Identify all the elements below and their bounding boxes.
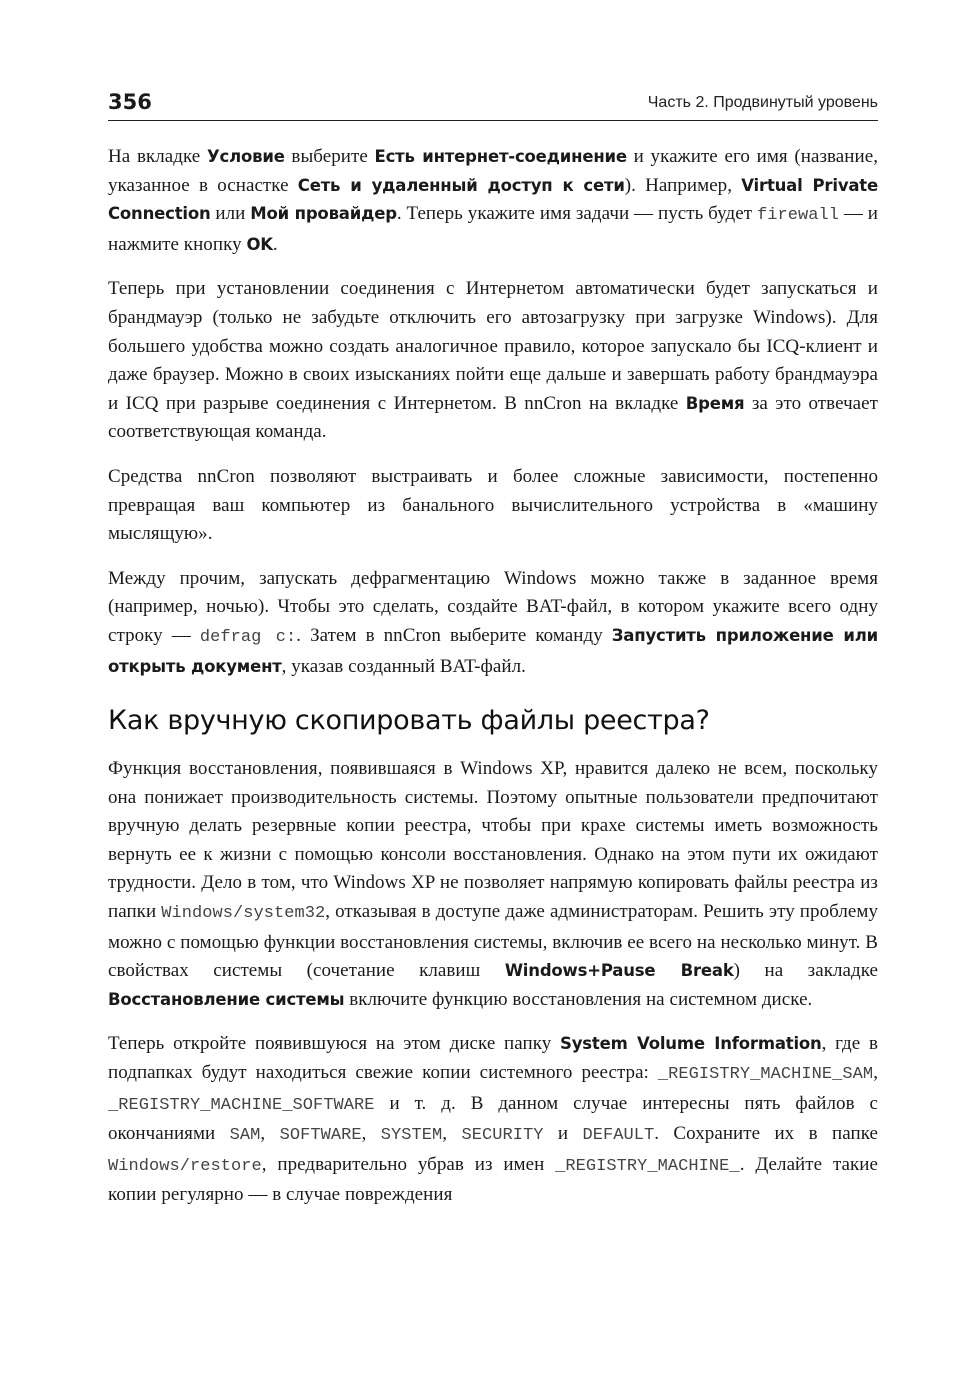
text: и <box>543 1123 583 1145</box>
text: за это отвечает соответствующая команда. <box>108 392 878 443</box>
code-term: Windows/system32 <box>161 904 326 924</box>
paragraph-4 <box>108 565 878 681</box>
ui-term: Восстановление системы <box>108 989 345 1009</box>
code-term: _REGISTRY_MACHINE_SAM <box>657 1065 874 1085</box>
code-term: Windows/restore <box>108 1156 262 1176</box>
ui-term: Мой провайдер <box>250 204 397 224</box>
code-term: _REGISTRY_MACHINE_SOFTWARE <box>108 1095 375 1115</box>
text: , <box>361 1123 381 1145</box>
text: . Теперь укажите имя задачи — пусть будет <box>396 203 757 225</box>
code-term: defrag c: <box>199 627 297 647</box>
text: или <box>210 203 251 225</box>
text: выберите <box>284 146 375 167</box>
text: Теперь откройте появившуюся на этом диске папку <box>108 1033 561 1055</box>
text: Теперь при установлении соединения с Интернетом автоматически будет запускаться и брандмауэр (только не забудьте отключить его автозагрузку при загрузке Windows). Для большего удобства можно создать аналогичное правило, которое запускало бы ICQ-клиент и даже браузер. Можно в своих изысканиях пойти еще дальше и завершать работу брандмауэра и ICQ при разрыве соединения с Интернетом. В nnCron на вкладке <box>108 278 878 414</box>
ui-term: OK <box>246 234 273 254</box>
ui-term: Сеть и удаленный доступ к сети <box>297 175 625 195</box>
paragraph-2 <box>108 275 878 447</box>
ui-term: Windows+Pause Break <box>504 961 734 981</box>
text: . Сохраните их в папке <box>654 1123 878 1145</box>
text: ) на закладке <box>733 960 878 982</box>
text: , отказывая в доступе даже администраторам. Решить эту проблему можно с помощью функции восстановления системы, включив ее всего на несколько минут. В свойствах системы (сочетание клавиш <box>108 901 879 982</box>
text: , <box>442 1123 462 1145</box>
text: На вкладке <box>108 146 207 167</box>
running-head: Часть 2. Продвинутый уровень <box>647 94 878 111</box>
page-number: 356 <box>108 90 152 114</box>
code-term: _REGISTRY_MACHINE_ <box>555 1156 740 1176</box>
code-term: SAM <box>229 1126 261 1146</box>
text: ). Например, <box>624 174 742 196</box>
paragraph-5 <box>108 755 878 1014</box>
page-body <box>108 143 878 1226</box>
text: Между прочим, запускать дефрагментацию Windows можно также в заданное время (например, ночью). Чтобы это сделать, создайте BAT-файл, в котором укажите всего одну строку — <box>108 567 878 646</box>
text: — и нажмите кнопку <box>108 203 878 255</box>
section-heading: Как вручную скопировать файлы реестра? <box>108 705 710 737</box>
ui-term: Время <box>685 393 745 413</box>
text: включите функцию восстановления на системном диске. <box>344 988 813 1010</box>
text: , указав созданный BAT-файл. <box>281 655 526 677</box>
code-term: SOFTWARE <box>279 1126 362 1146</box>
text: и т. д. В данном случае интересны пять файлов с окончаниями <box>108 1092 878 1145</box>
code-term: DEFAULT <box>582 1126 655 1146</box>
ui-term: Virtual Private Connection <box>108 175 878 224</box>
paragraph-1 <box>108 143 878 259</box>
text: , <box>260 1123 280 1145</box>
ui-term: Условие <box>207 147 285 166</box>
paragraph-6 <box>108 1030 878 1210</box>
code-term: firewall <box>756 206 839 226</box>
paragraph-3: Средства nnCron позволяют выстраивать и более сложные зависимости, постепенно превращая ваш компьютер из банального вычислительного устройства в «машину мыслящую». <box>108 465 878 545</box>
text: . Делайте такие копии регулярно — в случае повреждения <box>108 1153 878 1206</box>
text: , предварительно убрав из имен <box>261 1153 556 1175</box>
page-header <box>108 88 878 121</box>
ui-term: Запустить приложение или открыть документ <box>108 625 878 676</box>
code-term: SECURITY <box>461 1126 544 1146</box>
text: , <box>873 1062 878 1084</box>
text: Функция восстановления, появившаяся в Windows XP, нравится далеко не всем, поскольку она понижает производительность системы. Поэтому опытные пользователи предпочитают вручную делать резервные копии реестра, чтобы при крахе системы иметь возможность вернуть ее к жизни с помощью консоли восстановления. Однако на этом пути их ожидают трудности. Дело в том, что Windows XP не позволяет напрямую копировать файлы реестра из папки <box>108 758 878 923</box>
ui-term: System Volume Information <box>560 1034 822 1054</box>
text: . <box>272 233 278 255</box>
ui-term: Есть интернет-соединение <box>374 147 627 166</box>
text: . Затем в nnCron выберите команду <box>296 624 612 646</box>
text: , где в подпапках будут находиться свежие копии системного реестра: <box>108 1033 878 1084</box>
text: и укажите его имя (название, указанное в оснастке <box>108 146 878 196</box>
code-term: SYSTEM <box>380 1126 443 1146</box>
